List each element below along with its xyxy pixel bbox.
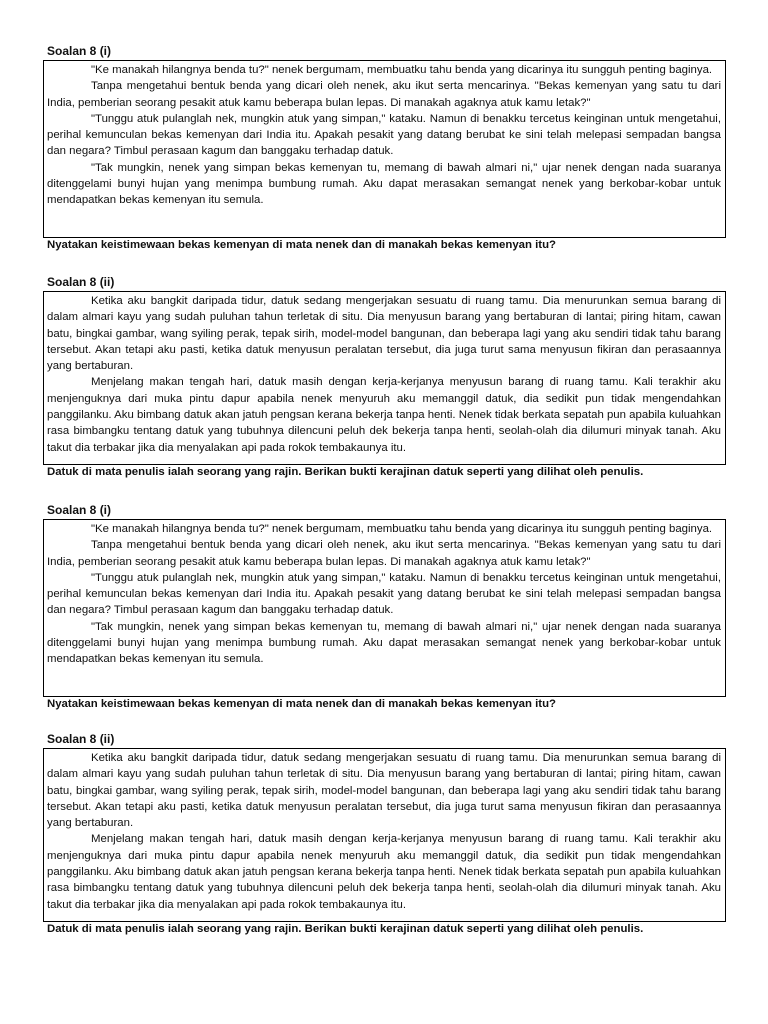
passage-paragraph: "Tunggu atuk pulanglah nek, mungkin atuk yang simpan," kataku. Namun di benakku tercetus keinginan untuk mengetahui, perihal kemunculan bekas kemenyan dari India itu. Apakah pesakit yang datang berubat ke sini telah melepasi sempadan bangsa dan negara? Timbul perasaan kagum dan banggaku terhadap datuk. [47,112,721,158]
section-heading: Soalan 8 (ii) [47,275,115,289]
passage-paragraph: Tanpa mengetahui bentuk benda yang dicari oleh nenek, aku ikut serta mencarinya. "Bekas kemenyan yang satu tu dari India, pemberian seorang pesakit atuk kamu beberapa bulan lepas. Di manakah agaknya atuk kamu letak?" [47,539,721,568]
passage-paragraph: Tanpa mengetahui bentuk benda yang dicari oleh nenek, aku ikut serta mencarinya. "Bekas kemenyan yang satu tu dari India, pemberian seorang pesakit atuk kamu beberapa bulan lepas. Di manakah agaknya atuk kamu letak?" [47,80,721,109]
passage-box [43,291,726,465]
section-heading: Soalan 8 (ii) [47,732,115,746]
question-text: Nyatakan keistimewaan bekas kemenyan di mata nenek dan di manakah bekas kemenyan itu? [47,698,557,710]
question-text: Datuk di mata penulis ialah seorang yang rajin. Berikan bukti kerajinan datuk seperti yang dilihat oleh penulis. [47,466,644,478]
question-section-8ii [47,275,728,480]
question-section-8ii [47,732,728,937]
passage-paragraph: "Ke manakah hilangnya benda tu?" nenek bergumam, membuatku tahu benda yang dicarinya itu sungguh penting baginya. [91,64,713,76]
passage-paragraph: "Tunggu atuk pulanglah nek, mungkin atuk yang simpan," kataku. Namun di benakku tercetus keinginan untuk mengetahui, perihal kemunculan bekas kemenyan dari India itu. Apakah pesakit yang datang berubat ke sini telah melepasi sempadan bangsa dan negara? Timbul perasaan kagum dan banggaku terhadap datuk. [47,571,721,617]
section-heading: Soalan 8 (i) [47,44,112,58]
passage-box [43,519,726,697]
passage-paragraph: "Ke manakah hilangnya benda tu?" nenek bergumam, membuatku tahu benda yang dicarinya itu sungguh penting baginya. [91,523,713,535]
passage-paragraph: Ketika aku bangkit daripada tidur, datuk sedang mengerjakan sesuatu di ruang tamu. Dia menurunkan semua barang di dalam almari kayu yang sudah puluhan tahun terletak di situ. Dia menyusun barang yang bertaburan di lantai; piring hitam, cawan batu, bingkai gambar, wang syiling perak, tepak sirih, model-model bangunan, dan beberapa lagi yang aku sendiri tidak tahu barang tersebut. Akan tetapi aku pasti, ketika datuk menyusun peralatan tersebut, dia juga turut sama menyusun fikiran dan perasaannya yang bertaburan. [47,295,721,373]
passage-paragraph: "Tak mungkin, nenek yang simpan bekas kemenyan tu, memang di bawah almari ni," ujar nenek dengan nada suaranya ditenggelami bunyi hujan yang menimpa bumbung rumah. Aku dapat merasakan semangat nenek yang berkobar-kobar untuk mendapatkan bekas kemenyan itu semula. [47,161,721,207]
question-text: Nyatakan keistimewaan bekas kemenyan di mata nenek dan di manakah bekas kemenyan itu? [47,239,557,251]
passage-box [43,748,726,922]
passage-box [43,60,726,238]
question-section-8i [47,44,728,253]
passage-paragraph: Menjelang makan tengah hari, datuk masih dengan kerja-kerjanya menyusun barang di ruang tamu. Kali terakhir aku menjenguknya dari muka pintu dapur apabila nenek menyuruh aku memanggil datuk, dia sedikit pun tidak mengendahkan panggilanku. Aku bimbang datuk akan jatuh pengsan kerana bekerja tanpa henti. Nenek tidak berkata sepatah pun apabila kuluahkan rasa bimbangku tentang datuk yang tubuhnya dilencuni peluh dek bekerja tanpa henti, seolah-olah dia dilumuri minyak tanah. Aku takut dia terbakar jika dia menyalakan api pada rokok tembakaunya itu. [47,376,721,454]
passage-paragraph: Ketika aku bangkit daripada tidur, datuk sedang mengerjakan sesuatu di ruang tamu. Dia menurunkan semua barang di dalam almari kayu yang sudah puluhan tahun terletak di situ. Dia menyusun barang yang bertaburan di lantai; piring hitam, cawan batu, bingkai gambar, wang syiling perak, tepak sirih, model-model bangunan, dan beberapa lagi yang aku sendiri tidak tahu barang tersebut. Akan tetapi aku pasti, ketika datuk menyusun peralatan tersebut, dia juga turut sama menyusun fikiran dan perasaannya yang bertaburan. [47,752,721,830]
question-text: Datuk di mata penulis ialah seorang yang rajin. Berikan bukti kerajinan datuk seperti yang dilihat oleh penulis. [47,923,644,935]
passage-paragraph: "Tak mungkin, nenek yang simpan bekas kemenyan tu, memang di bawah almari ni," ujar nenek dengan nada suaranya ditenggelami bunyi hujan yang menimpa bumbung rumah. Aku dapat merasakan semangat nenek yang berkobar-kobar untuk mendapatkan bekas kemenyan itu semula. [47,620,721,666]
passage-paragraph: Menjelang makan tengah hari, datuk masih dengan kerja-kerjanya menyusun barang di ruang tamu. Kali terakhir aku menjenguknya dari muka pintu dapur apabila nenek menyuruh aku memanggil datuk, dia sedikit pun tidak mengendahkan panggilanku. Aku bimbang datuk akan jatuh pengsan kerana bekerja tanpa henti. Nenek tidak berkata sepatah pun apabila kuluahkan rasa bimbangku tentang datuk yang tubuhnya dilencuni peluh dek bekerja tanpa henti, seolah-olah dia dilumuri minyak tanah. Aku takut dia terbakar jika dia menyalakan api pada rokok tembakaunya itu. [47,833,721,911]
section-heading: Soalan 8 (i) [47,503,112,517]
question-section-8i [47,503,728,712]
